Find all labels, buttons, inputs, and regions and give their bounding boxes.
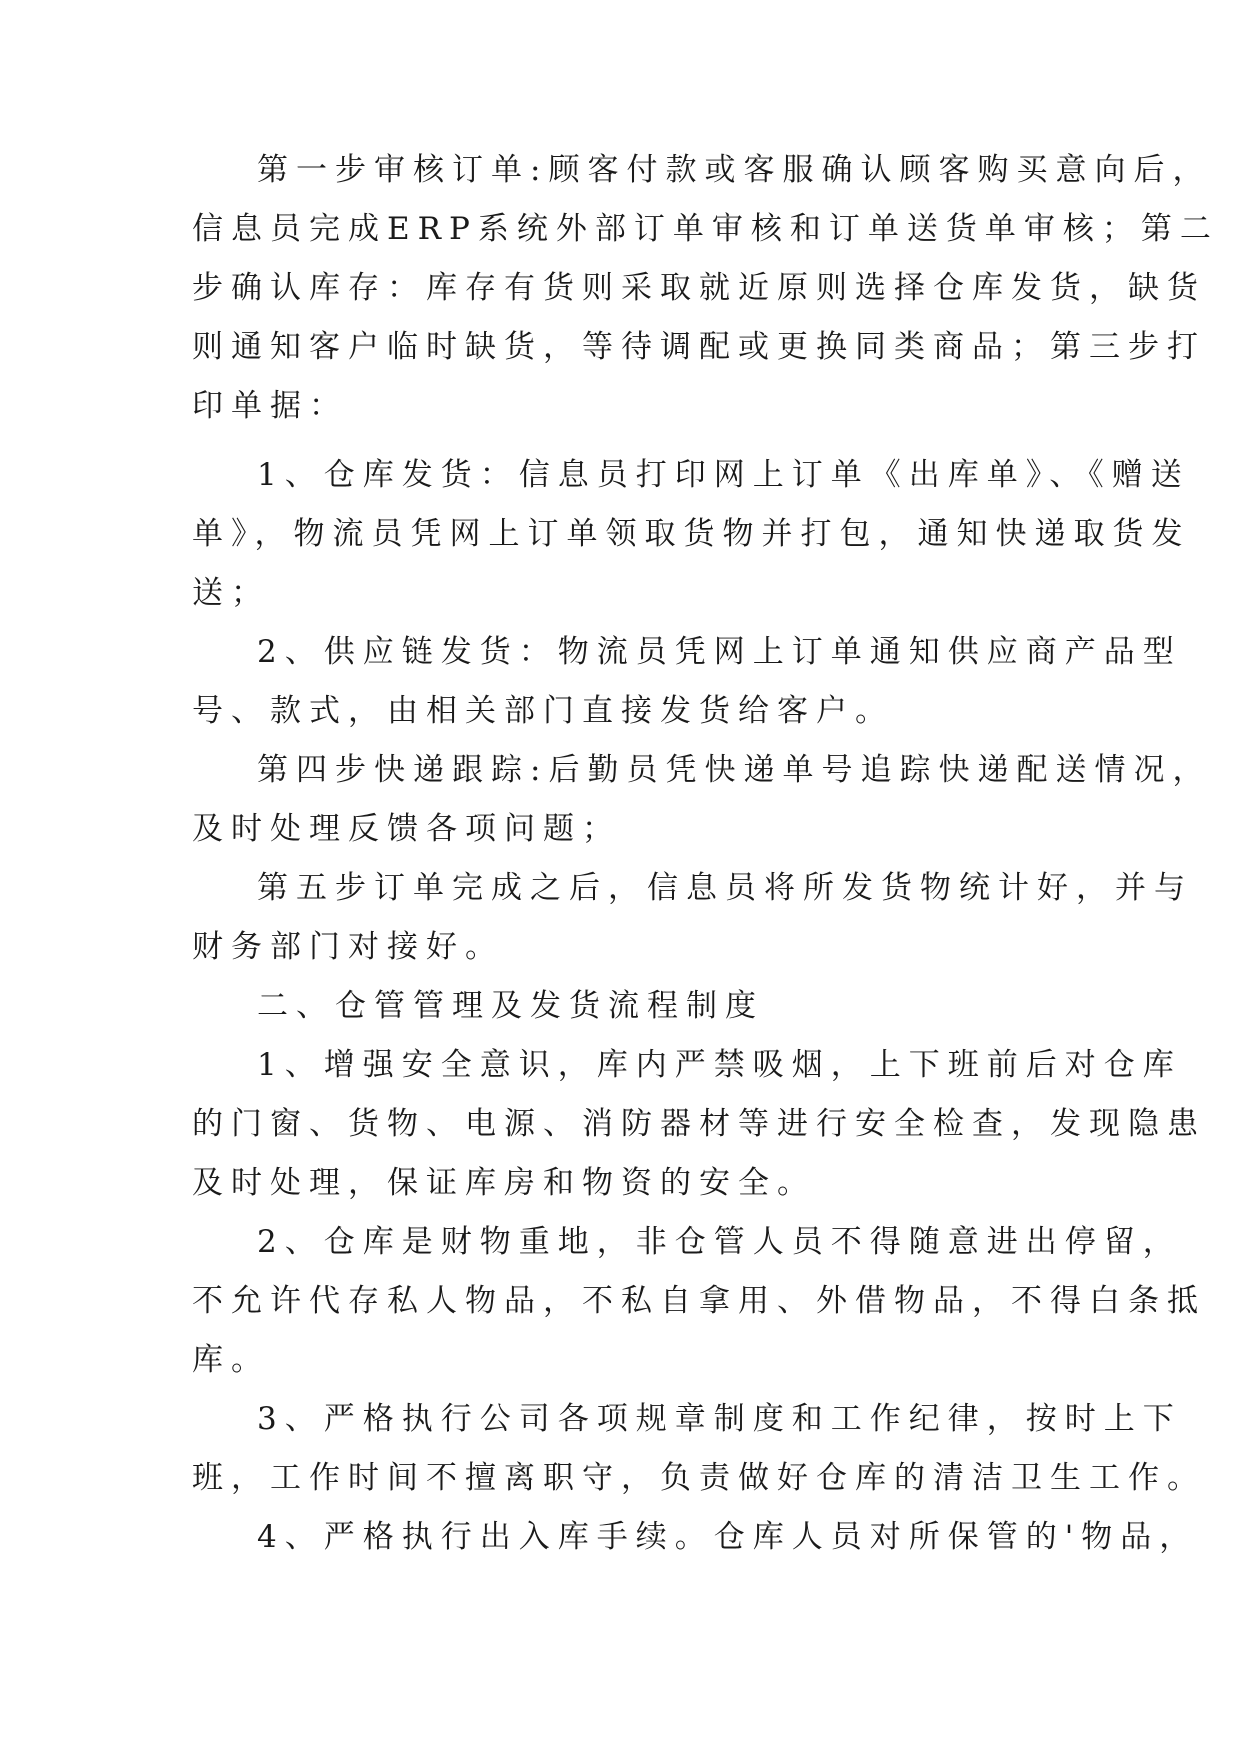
text-line: 的门窗、货物、电源、消防器材等进行安全检查，发现隐患 — [192, 1106, 1206, 1142]
text-line: 2、供应链发货：物流员凭网上订单通知供应商产品型 — [257, 634, 1182, 670]
text-line: 送； — [192, 575, 270, 611]
text-line: 及时处理，保证库房和物资的安全。 — [192, 1165, 816, 1201]
text-line: 则通知客户临时缺货，等待调配或更换同类商品；第三步打 — [192, 329, 1206, 365]
text-line: 1、增强安全意识，库内严禁吸烟，上下班前后对仓库 — [257, 1047, 1182, 1083]
text-line: 步确认库存：库存有货则采取就近原则选择仓库发货，缺货 — [192, 270, 1206, 306]
text-line: 信息员完成ERP系统外部订单审核和订单送货单审核；第二 — [192, 211, 1219, 247]
text-line: 印单据： — [192, 388, 348, 424]
text-line: 4、严格执行出入库手续。仓库人员对所保管的'物品， — [257, 1519, 1199, 1555]
text-line: 3、严格执行公司各项规章制度和工作纪律，按时上下 — [257, 1401, 1182, 1437]
text-line: 1、仓库发货：信息员打印网上订单《出库单》、《赠送 — [257, 457, 1190, 493]
text-line: 第四步快递跟踪:后勤员凭快递单号追踪快递配送情况， — [257, 752, 1212, 788]
text-line: 号、款式，由相关部门直接发货给客户。 — [192, 693, 894, 729]
text-line: 班，工作时间不擅离职守，负责做好仓库的清洁卫生工作。 — [192, 1460, 1206, 1496]
text-line: 第五步订单完成之后，信息员将所发货物统计好，并与 — [257, 870, 1193, 906]
text-line: 2、仓库是财物重地，非仓管人员不得随意进出停留， — [257, 1224, 1182, 1260]
text-line: 库。 — [192, 1342, 270, 1378]
text-line: 不允许代存私人物品，不私自拿用、外借物品，不得白条抵 — [192, 1283, 1206, 1319]
section-heading: 二、仓管管理及发货流程制度 — [257, 988, 764, 1024]
text-line: 第一步审核订单:顾客付款或客服确认顾客购买意向后， — [257, 152, 1212, 188]
text-line: 财务部门对接好。 — [192, 929, 504, 965]
text-line: 单》，物流员凭网上订单领取货物并打包，通知快递取货发 — [192, 516, 1191, 552]
text-line: 及时处理反馈各项问题； — [192, 811, 621, 847]
